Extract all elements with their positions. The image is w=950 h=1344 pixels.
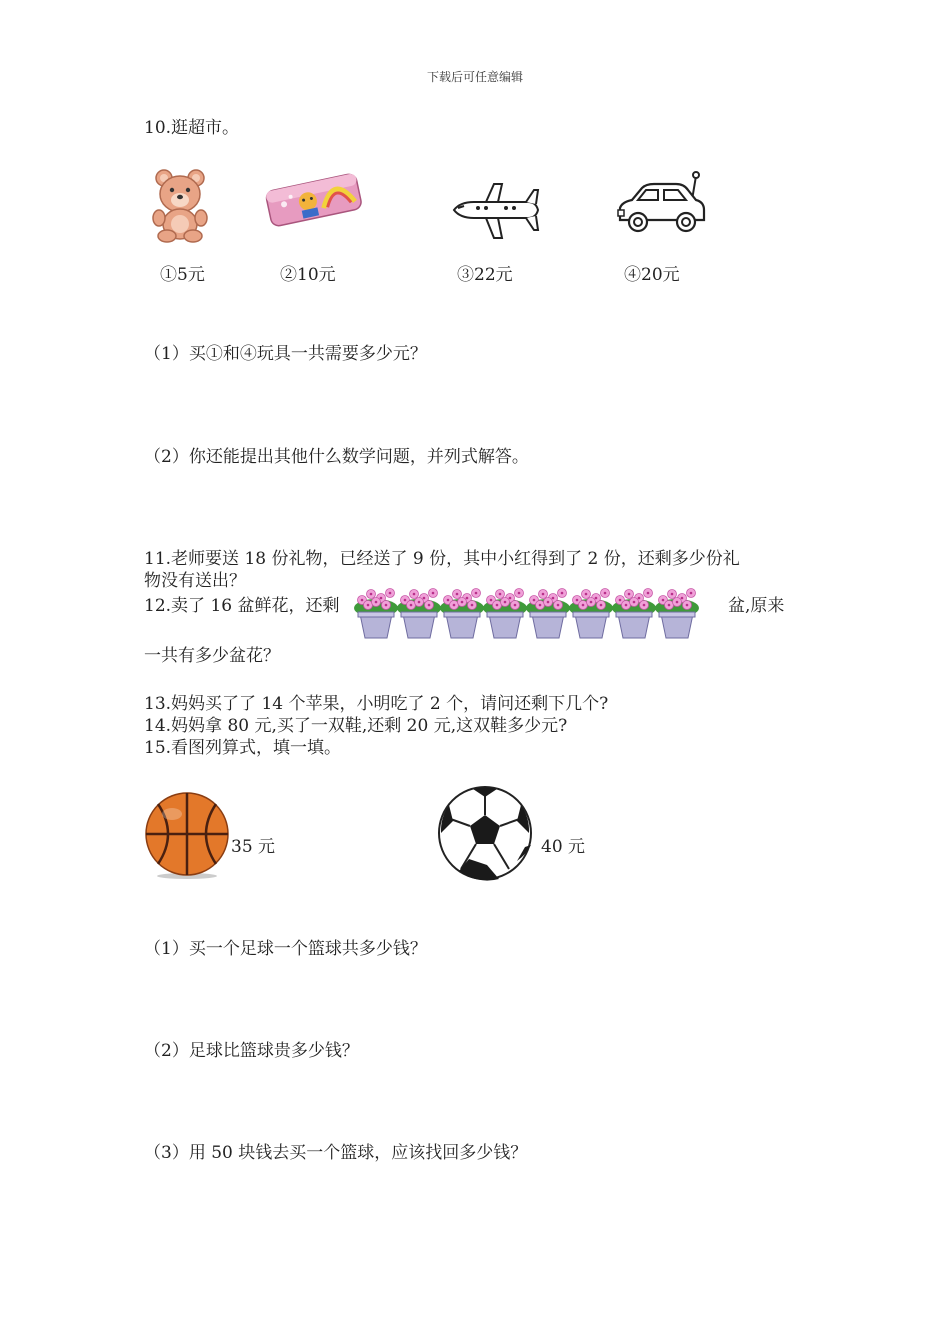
q15-sub1: （1）买一个足球一个篮球共多少钱？ bbox=[144, 939, 427, 959]
toy-car-icon bbox=[614, 170, 708, 236]
q11-line2: 物没有送出？ bbox=[144, 571, 246, 591]
flower-pot-icon bbox=[612, 589, 656, 639]
item-label-2: ②10元 bbox=[280, 265, 336, 285]
item-label-1: ①5元 bbox=[160, 265, 205, 285]
q15-sub2: （2）足球比篮球贵多少钱？ bbox=[144, 1041, 359, 1061]
flower-pot-icon bbox=[440, 589, 484, 639]
item-label-3: ③22元 bbox=[457, 265, 513, 285]
q13-text: 13.妈妈买了了 14 个苹果，小明吃了 2 个，请问还剩下几个? bbox=[144, 694, 609, 714]
q10-sub1: （1）买①和④玩具一共需要多少元？ bbox=[144, 344, 427, 364]
pencil-case-icon bbox=[262, 168, 366, 234]
flower-pot-icon bbox=[354, 589, 398, 639]
teddy-bear-icon bbox=[150, 168, 210, 244]
football-icon bbox=[437, 785, 533, 881]
q14-text: 14.妈妈拿 80 元,买了一双鞋,还剩 20 元,这双鞋多少元? bbox=[144, 716, 568, 736]
q12-text-after: 盆,原来 bbox=[728, 596, 785, 616]
q11-line1: 11.老师要送 18 份礼物，已经送了 9 份，其中小红得到了 2 份，还剩多少份礼 bbox=[144, 549, 740, 569]
q15-sub3: （3）用 50 块钱去买一个篮球，应该找回多少钱？ bbox=[144, 1143, 528, 1163]
football-price: 40 元 bbox=[541, 837, 586, 857]
q10-sub2: （2）你还能提出其他什么数学问题，并列式解答。 bbox=[144, 447, 529, 467]
item-label-4: ④20元 bbox=[624, 265, 680, 285]
basketball-price: 35 元 bbox=[231, 837, 276, 857]
q12-text-before: 12.卖了 16 盆鲜花，还剩 bbox=[144, 596, 340, 616]
airplane-icon bbox=[450, 180, 542, 242]
flower-pot-icon bbox=[655, 589, 699, 639]
q12-line2: 一共有多少盆花？ bbox=[144, 646, 280, 666]
basketball-icon bbox=[144, 792, 230, 880]
flower-pot-icon bbox=[397, 589, 441, 639]
q10-title: 10.逛超市。 bbox=[144, 118, 240, 138]
flower-pots-row bbox=[354, 588, 724, 642]
page-header: 下载后可任意编辑 bbox=[426, 70, 523, 84]
flower-pot-icon bbox=[526, 589, 570, 639]
q15-title: 15.看图列算式，填一填。 bbox=[144, 738, 342, 758]
flower-pot-icon bbox=[483, 589, 527, 639]
flower-pot-icon bbox=[569, 589, 613, 639]
